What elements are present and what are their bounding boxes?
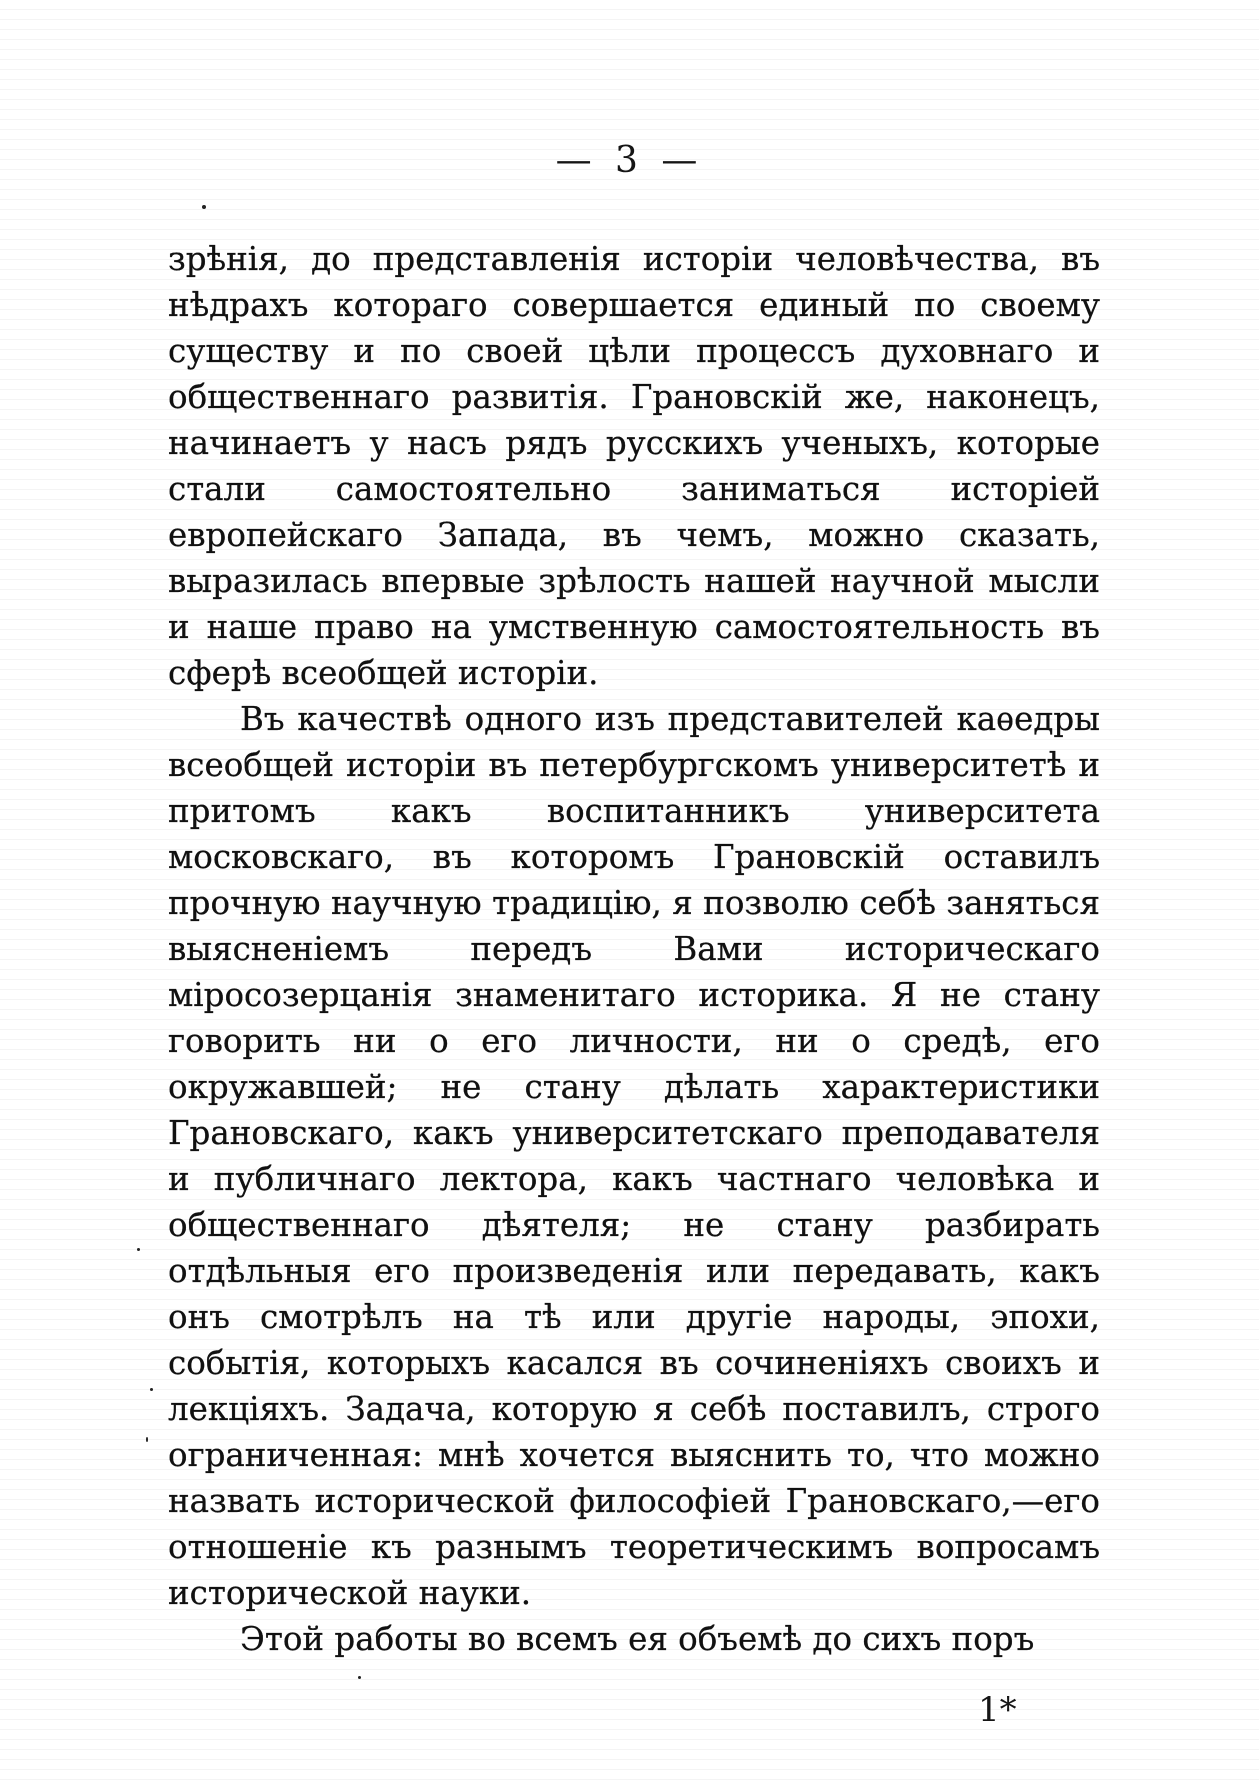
paragraph-2: Въ качествѣ одного изъ представителей каѳедры всеобщей исторіи въ петербургскомъ университетѣ и притомъ какъ воспитанникъ университета московскаго, въ которомъ Грановскій оставилъ прочную научную традицію, я позволю себѣ заняться выясненіемъ передъ Вами историческаго міросозерцанія знаменитаго историка. Я не стану говорить ни о его личности, ни о средѣ, его окружавшей; не стану дѣлать характеристики Грановскаго, какъ университетскаго преподавателя и публичнаго лектора, какъ частнаго человѣка и общественнаго дѣятеля; не стану разбирать отдѣльныя его произведенія или передавать, какъ онъ смотрѣлъ на тѣ или другіе народы, эпохи, событія, которыхъ касался въ сочиненіяхъ своихъ и лекціяхъ. Задача, которую я себѣ поставилъ, строго ограниченная: мнѣ хочется выяснить то, что можно назвать исторической философіей Грановскаго,—его отношеніе къ разнымъ теоретическимъ вопросамъ исторической науки. bbox=[168, 700, 1100, 1612]
print-speck bbox=[358, 1676, 361, 1679]
print-speck bbox=[202, 205, 206, 209]
body-text bbox=[168, 236, 1100, 1662]
paragraph-1: зрѣнія, до представленія исторіи человѣчества, въ нѣдрахъ котораго совершается единый по своему существу и по своей цѣли процессъ духовнаго и общественнаго развитія. Грановскій же, наконецъ, начинаетъ у насъ рядъ русскихъ ученыхъ, которые стали самостоятельно заниматься исторіей европейскаго Запада, въ чемъ, можно сказать, выразилась впервые зрѣлость нашей научной мысли и наше право на умственную самостоятельность въ сферѣ всеобщей исторіи. bbox=[168, 240, 1100, 692]
page-number: — 3 — bbox=[555, 140, 704, 181]
paragraph-3: Этой работы во всемъ ея объемѣ до сихъ поръ bbox=[240, 1620, 1035, 1658]
print-speck bbox=[146, 1437, 148, 1442]
printer-signature-mark: 1* bbox=[978, 1690, 1017, 1730]
print-speck bbox=[137, 1248, 140, 1251]
print-speck bbox=[150, 1388, 153, 1391]
